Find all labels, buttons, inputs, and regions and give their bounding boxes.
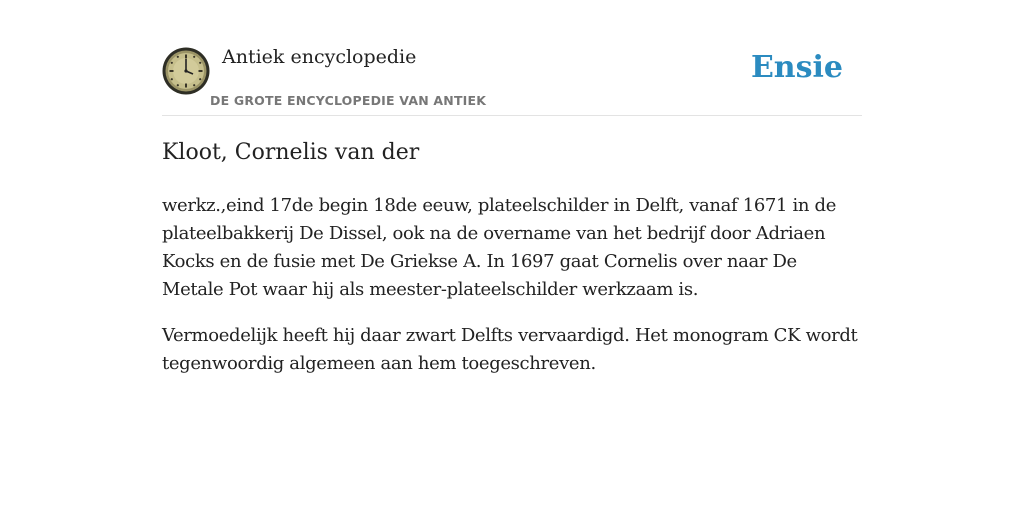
article-title: Kloot, Cornelis van der [162, 140, 420, 165]
site-title[interactable]: Antiek encyclopedie [222, 46, 417, 68]
article-paragraph: werkz.,eind 17de begin 18de eeuw, plateelschilder in Delft, vanaf 1671 in de plateelbakkerij De Dissel, ook na de overname van het bedrijf door Adriaen Kocks en de fusie met De Griekse A. In 1697 gaat Cornelis over naar De Metale Pot waar hij als meester-plateelschilder werkzaam is. [162, 195, 836, 300]
article-body [162, 192, 862, 396]
antique-clock-icon[interactable] [162, 47, 210, 95]
site-subtitle: DE GROTE ENCYCLOPEDIE VAN ANTIEK [210, 93, 487, 108]
article-paragraph: Vermoedelijk heeft hij daar zwart Delfts vervaardigd. Het monogram CK wordt tegenwoordig algemeen aan hem toegeschreven. [162, 325, 858, 374]
ensie-logo-link[interactable]: Ensie [750, 50, 843, 85]
site-header [162, 40, 862, 116]
